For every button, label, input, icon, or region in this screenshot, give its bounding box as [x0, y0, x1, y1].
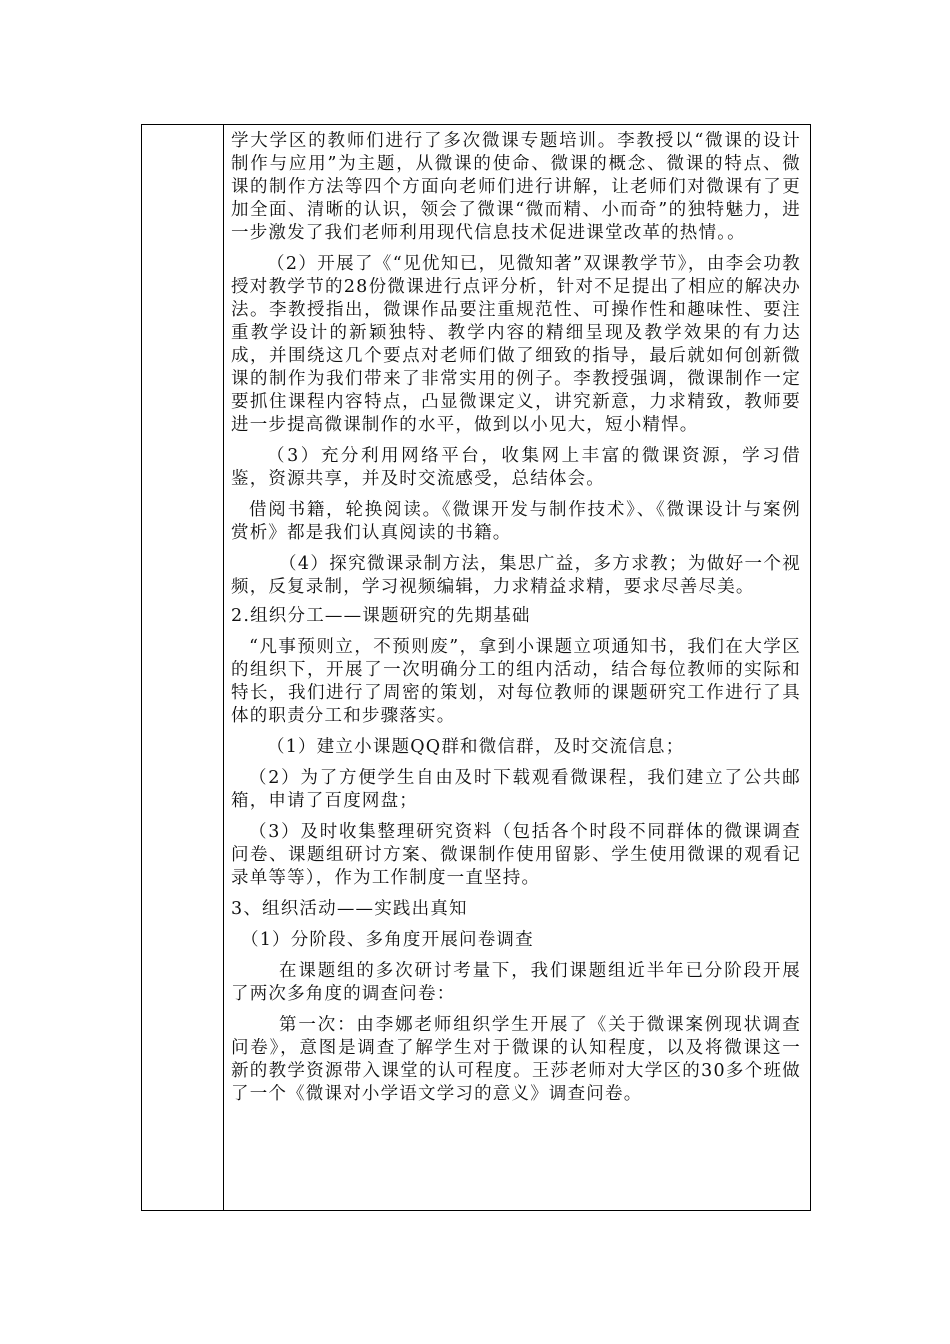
subheading-survey: （1）分阶段、多角度开展问卷调查 [241, 930, 534, 950]
paragraph-survey-intro: 在课题组的多次研讨考量下，我们课题组近半年已分阶段开展了两次多角度的调查问卷： [231, 961, 801, 1004]
paragraph-item-3: （3）充分利用网络平台，收集网上丰富的微课资源，学习借鉴，资源共享，并及时交流感受，总结体会。 [231, 446, 801, 489]
paragraph-item-2: （2）开展了《“见优知已，见微知著”双课教学节》，由李会功教授对教学节的28份微课进行点评分析，针对不足提出了相应的解决办法。李教授指出，微课作品要注重规范性、可操作性和趣味性、要注重教学设计的新颖独特、教学内容的精细呈现及教学效果的有力达成，并围绕这几个要点对老师们做了细致的指导，最后就如何创新微课的制作为我们带来了非常实用的例子。李教授强调，微课制作一定要抓住课程内容特点，凸显微课定义，讲究新意，力求精致，教师要进一步提高微课制作的水平，做到以小见大，短小精悍。 [231, 254, 801, 435]
paragraph-item-4: （4）探究微课录制方法，集思广益，多方求教；为做好一个视频，反复录制，学习视频编辑，力求精益求精，要求尽善尽美。 [231, 554, 801, 597]
paragraph-mailbox: （2）为了方便学生自由及时下载观看微课程，我们建立了公共邮箱，申请了百度网盘； [231, 768, 801, 811]
table-left-cell [142, 125, 223, 1210]
table-content-cell [231, 125, 801, 1106]
section-heading-2: 2.组织分工——课题研究的先期基础 [231, 606, 531, 626]
section-heading-3: 3、组织活动——实践出真知 [231, 899, 468, 919]
paragraph-first-survey: 第一次：由李娜老师组织学生开展了《关于微课案例现状调查问卷》，意图是调查了解学生对于微课的认知程度，以及将微课这一新的教学资源带入课堂的认可程度。王莎老师对大学区的30多个班做了一个《微课对小学语文学习的意义》调查问卷。 [231, 1015, 801, 1104]
paragraph-materials: （3）及时收集整理研究资料（包括各个时段不同群体的微课调查问卷、课题组研讨方案、微课制作使用留影、学生使用微课的观看记录单等等），作为工作制度一直坚持。 [231, 822, 801, 888]
paragraph-books: 借阅书籍，轮换阅读。《微课开发与制作技术》、《微课设计与案例赏析》都是我们认真阅读的书籍。 [231, 500, 801, 543]
document-table [141, 124, 811, 1211]
paragraph-organization: “凡事预则立，不预则废”，拿到小课题立项通知书，我们在大学区的组织下，开展了一次明确分工的组内活动，结合每位教师的实际和特长，我们进行了周密的策划，对每位教师的课题研究工作进行了具体的职责分工和步骤落实。 [231, 637, 801, 726]
paragraph-qq-group: （1）建立小课题QQ群和微信群，及时交流信息； [267, 737, 685, 757]
table-column-divider [223, 125, 224, 1210]
paragraph-training-intro: 学大学区的教师们进行了多次微课专题培训。李教授以“微课的设计制作与应用”为主题，从微课的使命、微课的概念、微课的特点、微课的制作方法等四个方面向老师们进行讲解，让老师们对微课有了更加全面、清晰的认识，领会了微课“微而精、小而奇”的独特魅力，进一步激发了我们老师利用现代信息技术促进课堂改革的热情。。 [231, 131, 801, 243]
